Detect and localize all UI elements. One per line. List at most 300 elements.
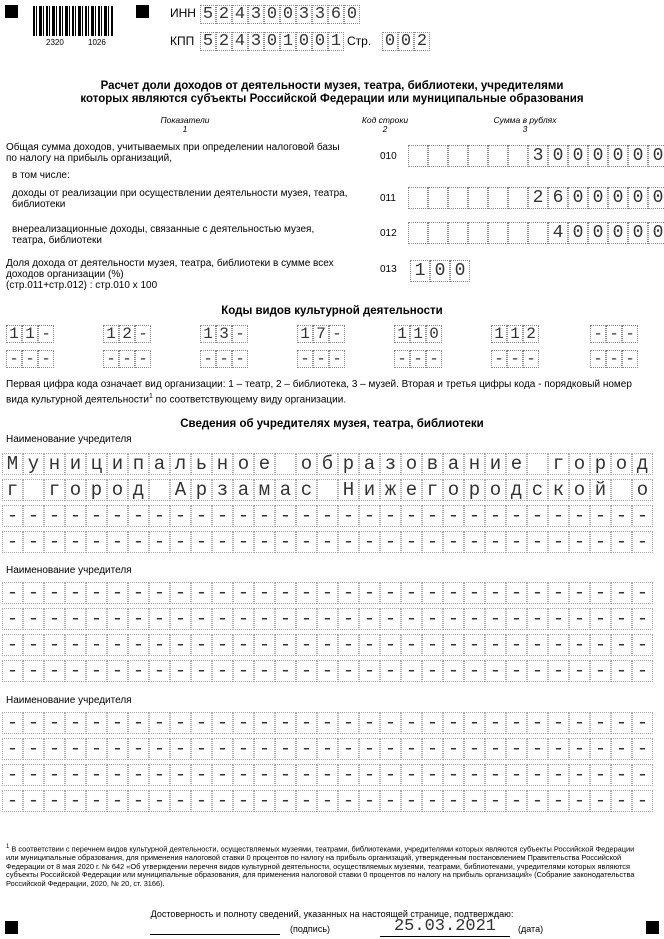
letter-cell: ц bbox=[86, 453, 107, 475]
letter-cell: - bbox=[569, 790, 590, 812]
letter-cell: - bbox=[233, 764, 254, 786]
founder-name-row bbox=[2, 634, 653, 656]
letter-cell: - bbox=[380, 608, 401, 630]
letter-cell: - bbox=[485, 790, 506, 812]
letter-cell: - bbox=[212, 790, 233, 812]
letter-cell: - bbox=[464, 531, 485, 553]
letter-cell: - bbox=[2, 738, 23, 760]
digit-cell: 6 bbox=[548, 187, 568, 209]
letter-cell: - bbox=[569, 660, 590, 682]
letter-cell: - bbox=[527, 660, 548, 682]
codes-note-line1: Первая цифра кода означает вид организации: 1 – театр, 2 – библиотека, 3 – музей. Вторая и третья цифры кода - порядковый номер bbox=[6, 379, 632, 390]
letter-cell: - bbox=[464, 764, 485, 786]
letter-cell: - bbox=[422, 505, 443, 527]
barcode-number-right: 1026 bbox=[88, 38, 106, 47]
letter-cell: - bbox=[317, 582, 338, 604]
code-cell: - bbox=[119, 350, 135, 368]
row011-code: 011 bbox=[380, 193, 396, 204]
letter-cell: - bbox=[65, 738, 86, 760]
letter-cell: - bbox=[212, 505, 233, 527]
letter-cell: о bbox=[485, 479, 506, 501]
letter-cell: - bbox=[296, 505, 317, 527]
letter-cell: - bbox=[65, 608, 86, 630]
letter-cell: ж bbox=[380, 479, 401, 501]
letter-cell: - bbox=[296, 790, 317, 812]
letter-cell: - bbox=[569, 582, 590, 604]
signature-line[interactable] bbox=[150, 934, 280, 935]
activity-code-field[interactable] bbox=[200, 350, 248, 368]
digit-cell: 0 bbox=[568, 222, 588, 244]
letter-cell: - bbox=[317, 712, 338, 734]
code-cell: - bbox=[606, 350, 622, 368]
digit-cell: 6 bbox=[328, 5, 344, 24]
letter-cell: - bbox=[2, 790, 23, 812]
digit-cell: 0 bbox=[312, 32, 328, 51]
row013-text-line1: Доля дохода от деятельности музея, театра, библиотеки в сумме всех bbox=[6, 258, 334, 269]
col1-number: 1 bbox=[182, 124, 188, 134]
row010-text-line1: Общая сумма доходов, учитываемых при определении налоговой базы bbox=[6, 142, 340, 153]
digit-cell: 1 bbox=[410, 260, 430, 282]
letter-cell: - bbox=[233, 660, 254, 682]
letter-cell: - bbox=[464, 738, 485, 760]
letter-cell: - bbox=[422, 660, 443, 682]
letter-cell: - bbox=[548, 660, 569, 682]
letter-cell: - bbox=[2, 634, 23, 656]
code-cell: - bbox=[606, 325, 622, 343]
letter-cell: - bbox=[107, 738, 128, 760]
letter-cell: - bbox=[254, 531, 275, 553]
letter-cell: - bbox=[275, 790, 296, 812]
letter-cell: - bbox=[191, 531, 212, 553]
letter-cell: - bbox=[611, 582, 632, 604]
section3-title: Сведения об учредителях музея, театра, библиотеки bbox=[180, 418, 484, 430]
letter-cell: - bbox=[233, 738, 254, 760]
date-field[interactable]: 25.03.2021 bbox=[380, 917, 510, 937]
letter-cell: - bbox=[149, 712, 170, 734]
letter-cell: о bbox=[107, 479, 128, 501]
letter-cell: - bbox=[128, 764, 149, 786]
letter-cell: - bbox=[632, 582, 653, 604]
letter-cell bbox=[23, 479, 44, 501]
letter-cell: - bbox=[485, 660, 506, 682]
letter-cell: - bbox=[359, 738, 380, 760]
code-cell: - bbox=[523, 350, 539, 368]
digit-cell: 0 bbox=[382, 32, 398, 51]
letter-cell: - bbox=[107, 634, 128, 656]
letter-cell: - bbox=[233, 582, 254, 604]
code-cell: 3 bbox=[216, 325, 232, 343]
founder-name-row bbox=[2, 453, 653, 475]
code-cell: - bbox=[507, 350, 523, 368]
col2-number: 2 bbox=[382, 124, 388, 134]
letter-cell: а bbox=[275, 479, 296, 501]
letter-cell: - bbox=[107, 531, 128, 553]
activity-code-field[interactable] bbox=[103, 350, 151, 368]
digit-cell: 0 bbox=[588, 187, 608, 209]
letter-cell: - bbox=[380, 531, 401, 553]
activity-code-field[interactable] bbox=[297, 325, 345, 343]
digit-cell: 0 bbox=[280, 5, 296, 24]
code-cell: 1 bbox=[200, 325, 216, 343]
code-cell: 1 bbox=[491, 325, 507, 343]
letter-cell: - bbox=[359, 531, 380, 553]
letter-cell: - bbox=[170, 634, 191, 656]
letter-cell: м bbox=[254, 479, 275, 501]
letter-cell: - bbox=[527, 764, 548, 786]
letter-cell: - bbox=[107, 505, 128, 527]
letter-cell bbox=[275, 453, 296, 475]
activity-code-field[interactable] bbox=[590, 350, 638, 368]
letter-cell: - bbox=[86, 790, 107, 812]
letter-cell: - bbox=[149, 505, 170, 527]
letter-cell: - bbox=[2, 712, 23, 734]
digit-cell: 2 bbox=[528, 187, 548, 209]
letter-cell: - bbox=[128, 660, 149, 682]
letter-cell: - bbox=[149, 634, 170, 656]
letter-cell: - bbox=[212, 582, 233, 604]
digit-cell: 0 bbox=[398, 32, 414, 51]
letter-cell: - bbox=[569, 634, 590, 656]
code-cell: - bbox=[426, 350, 442, 368]
digit-cell: 0 bbox=[648, 187, 664, 209]
digit-cell: 0 bbox=[568, 145, 588, 167]
letter-cell: - bbox=[611, 790, 632, 812]
section2-title: Коды видов культурной деятельности bbox=[221, 305, 443, 317]
letter-cell: - bbox=[632, 738, 653, 760]
letter-cell: - bbox=[506, 608, 527, 630]
inn-field[interactable] bbox=[200, 5, 360, 24]
code-cell: - bbox=[6, 350, 22, 368]
letter-cell: - bbox=[632, 712, 653, 734]
letter-cell: - bbox=[149, 660, 170, 682]
digit-cell: 3 bbox=[312, 5, 328, 24]
letter-cell: а bbox=[359, 453, 380, 475]
letter-cell: - bbox=[212, 608, 233, 630]
letter-cell: - bbox=[86, 608, 107, 630]
letter-cell: - bbox=[359, 764, 380, 786]
activity-code-field[interactable] bbox=[491, 350, 539, 368]
letter-cell: - bbox=[191, 634, 212, 656]
letter-cell: - bbox=[485, 608, 506, 630]
row012-text-line1: внереализационные доходы, связанные с деятельностью музея, bbox=[12, 224, 315, 235]
code-cell: 1 bbox=[410, 325, 426, 343]
code-cell: 1 bbox=[297, 325, 313, 343]
letter-cell: - bbox=[359, 608, 380, 630]
letter-cell: - bbox=[569, 608, 590, 630]
letter-cell: - bbox=[611, 738, 632, 760]
letter-cell: - bbox=[611, 531, 632, 553]
digit-cell: 2 bbox=[216, 32, 232, 51]
letter-cell: - bbox=[401, 790, 422, 812]
letter-cell: - bbox=[401, 505, 422, 527]
digit-cell: 0 bbox=[588, 222, 608, 244]
date-label: (дата) bbox=[518, 924, 544, 934]
letter-cell: ь bbox=[191, 453, 212, 475]
inn-label: ИНН bbox=[170, 6, 196, 20]
letter-cell: е bbox=[401, 479, 422, 501]
letter-cell: - bbox=[317, 531, 338, 553]
letter-cell: - bbox=[44, 634, 65, 656]
founder-name-row bbox=[2, 479, 653, 501]
letter-cell: - bbox=[338, 634, 359, 656]
digit-cell bbox=[428, 145, 448, 167]
footnote: $^1$ В соответствии с перечнем видов культурной деятельности, осуществляемых музеями, театрами, библиотеками, учредителями которых являются субъекты Российской Федерации или муниципальные образования, для применения налоговой ставки 0 процентов по налогу на прибыль организаций, утвержденным постановлением Правительства Российской Федерации от 8 мая 2020 г. № 642 «Об утверждении перечня видов культурной деятельности, осуществляемых музеями, театрами, библиотеками, учредителями которых являются субъекты Российской Федерации или муниципальные образования, для применения налоговой ставки 0 процентов по налогу на прибыль организаций» (Собрание законодательства Российской Федерации, 2020, № 20, ст. 3166). bbox=[6, 844, 635, 888]
row013-text-line2: доходов организации (%) bbox=[6, 269, 124, 280]
letter-cell: - bbox=[44, 712, 65, 734]
letter-cell: - bbox=[107, 712, 128, 734]
founder-name-row bbox=[2, 505, 653, 527]
letter-cell: л bbox=[170, 453, 191, 475]
letter-cell: - bbox=[380, 738, 401, 760]
digit-cell: 0 bbox=[648, 222, 664, 244]
col1-header: Показатели bbox=[160, 115, 210, 125]
activity-code-field[interactable] bbox=[297, 350, 345, 368]
letter-cell: - bbox=[548, 790, 569, 812]
letter-cell: - bbox=[233, 790, 254, 812]
code-cell: 1 bbox=[6, 325, 22, 343]
letter-cell: - bbox=[338, 582, 359, 604]
letter-cell: а bbox=[443, 453, 464, 475]
letter-cell: - bbox=[443, 634, 464, 656]
letter-cell: у bbox=[23, 453, 44, 475]
letter-cell: - bbox=[548, 608, 569, 630]
barcode bbox=[33, 6, 113, 36]
letter-cell: - bbox=[527, 505, 548, 527]
letter-cell: - bbox=[107, 660, 128, 682]
activity-code-field[interactable] bbox=[200, 325, 248, 343]
letter-cell bbox=[317, 479, 338, 501]
letter-cell: - bbox=[128, 634, 149, 656]
digit-cell bbox=[408, 187, 428, 209]
letter-cell: - bbox=[191, 660, 212, 682]
digit-cell: 0 bbox=[628, 187, 648, 209]
letter-cell: - bbox=[191, 790, 212, 812]
code-cell: - bbox=[590, 325, 606, 343]
letter-cell: - bbox=[107, 790, 128, 812]
letter-cell: - bbox=[506, 505, 527, 527]
letter-cell: - bbox=[254, 634, 275, 656]
letter-cell: - bbox=[506, 790, 527, 812]
letter-cell: - bbox=[2, 505, 23, 527]
letter-cell: - bbox=[2, 531, 23, 553]
letter-cell: - bbox=[23, 660, 44, 682]
letter-cell: - bbox=[275, 608, 296, 630]
corner-marker-top-right bbox=[136, 5, 149, 18]
letter-cell: - bbox=[464, 712, 485, 734]
letter-cell: - bbox=[275, 505, 296, 527]
row011-amount-field[interactable] bbox=[408, 187, 664, 209]
letter-cell: - bbox=[23, 790, 44, 812]
letter-cell: - bbox=[464, 790, 485, 812]
digit-cell: 3 bbox=[248, 32, 264, 51]
letter-cell: - bbox=[590, 764, 611, 786]
code-cell: - bbox=[313, 350, 329, 368]
activity-code-field[interactable] bbox=[394, 325, 442, 343]
section1-title-line1: Расчет доли доходов от деятельности музея, театра, библиотеки, учредителями bbox=[100, 80, 564, 92]
row012-amount-field[interactable] bbox=[408, 222, 664, 244]
activity-code-field[interactable] bbox=[590, 325, 638, 343]
letter-cell: - bbox=[590, 608, 611, 630]
col3-header: Сумма в рублях bbox=[493, 115, 557, 125]
letter-cell: - bbox=[632, 660, 653, 682]
letter-cell: о bbox=[401, 453, 422, 475]
activity-code-field[interactable] bbox=[491, 325, 539, 343]
letter-cell: н bbox=[464, 453, 485, 475]
letter-cell: - bbox=[401, 738, 422, 760]
digit-cell bbox=[528, 222, 548, 244]
code-cell: - bbox=[622, 325, 638, 343]
code-cell: 1 bbox=[394, 325, 410, 343]
digit-cell: 4 bbox=[232, 5, 248, 24]
digit-cell: 0 bbox=[568, 187, 588, 209]
letter-cell: г bbox=[422, 479, 443, 501]
row013-share-field[interactable] bbox=[410, 260, 470, 282]
letter-cell: - bbox=[464, 660, 485, 682]
letter-cell: - bbox=[527, 582, 548, 604]
letter-cell: - bbox=[65, 634, 86, 656]
letter-cell: - bbox=[275, 531, 296, 553]
letter-cell: г bbox=[2, 479, 23, 501]
letter-cell: - bbox=[317, 505, 338, 527]
letter-cell: - bbox=[506, 634, 527, 656]
code-cell: - bbox=[135, 350, 151, 368]
letter-cell: и bbox=[485, 453, 506, 475]
letter-cell: - bbox=[338, 712, 359, 734]
code-cell: 2 bbox=[523, 325, 539, 343]
digit-cell bbox=[468, 222, 488, 244]
letter-cell: г bbox=[548, 453, 569, 475]
activity-code-field[interactable] bbox=[394, 350, 442, 368]
letter-cell: - bbox=[506, 660, 527, 682]
letter-cell: - bbox=[2, 660, 23, 682]
kpp-field[interactable] bbox=[200, 32, 344, 51]
corner-marker-bottom-right bbox=[646, 921, 659, 934]
digit-cell: 0 bbox=[608, 222, 628, 244]
letter-cell: - bbox=[422, 608, 443, 630]
letter-cell: - bbox=[359, 505, 380, 527]
letter-cell: - bbox=[254, 582, 275, 604]
code-cell: - bbox=[394, 350, 410, 368]
page-number-field[interactable] bbox=[382, 32, 430, 51]
founder-name-row bbox=[2, 531, 653, 553]
code-cell: 7 bbox=[313, 325, 329, 343]
digit-cell: 0 bbox=[608, 187, 628, 209]
letter-cell: - bbox=[422, 582, 443, 604]
letter-cell: - bbox=[443, 712, 464, 734]
letter-cell: - bbox=[191, 764, 212, 786]
activity-code-field[interactable] bbox=[103, 325, 151, 343]
row010-amount-field[interactable] bbox=[408, 145, 664, 167]
founder-name-row bbox=[2, 582, 653, 604]
letter-cell: М bbox=[2, 453, 23, 475]
letter-cell: - bbox=[443, 790, 464, 812]
letter-cell: А bbox=[170, 479, 191, 501]
letter-cell: - bbox=[527, 738, 548, 760]
letter-cell: - bbox=[170, 738, 191, 760]
letter-cell: - bbox=[485, 634, 506, 656]
letter-cell: - bbox=[338, 790, 359, 812]
letter-cell: - bbox=[44, 764, 65, 786]
digit-cell bbox=[448, 222, 468, 244]
activity-code-field[interactable] bbox=[6, 325, 54, 343]
letter-cell: - bbox=[23, 712, 44, 734]
page-label: Стр. bbox=[347, 34, 372, 48]
letter-cell: - bbox=[548, 582, 569, 604]
activity-code-field[interactable] bbox=[6, 350, 54, 368]
letter-cell bbox=[611, 479, 632, 501]
letter-cell: - bbox=[128, 790, 149, 812]
letter-cell: о bbox=[296, 453, 317, 475]
row012-text-line2: театра, библиотеки bbox=[12, 235, 102, 246]
letter-cell: - bbox=[506, 738, 527, 760]
letter-cell: - bbox=[611, 608, 632, 630]
digit-cell: 3 bbox=[248, 5, 264, 24]
digit-cell: 5 bbox=[200, 5, 216, 24]
letter-cell: - bbox=[401, 660, 422, 682]
letter-cell: р bbox=[86, 479, 107, 501]
digit-cell: 0 bbox=[628, 222, 648, 244]
digit-cell: 0 bbox=[588, 145, 608, 167]
digit-cell: 0 bbox=[648, 145, 664, 167]
letter-cell: - bbox=[443, 531, 464, 553]
letter-cell: - bbox=[23, 505, 44, 527]
letter-cell: - bbox=[338, 738, 359, 760]
letter-cell: - bbox=[254, 660, 275, 682]
letter-cell: - bbox=[212, 712, 233, 734]
kpp-label: КПП bbox=[170, 34, 195, 48]
letter-cell: - bbox=[569, 505, 590, 527]
letter-cell: - bbox=[23, 608, 44, 630]
letter-cell: - bbox=[296, 582, 317, 604]
letter-cell: - bbox=[107, 608, 128, 630]
digit-cell: 1 bbox=[280, 32, 296, 51]
code-cell: 1 bbox=[103, 325, 119, 343]
letter-cell: - bbox=[569, 764, 590, 786]
letter-cell: - bbox=[611, 712, 632, 734]
digit-cell: 0 bbox=[264, 32, 280, 51]
letter-cell: б bbox=[317, 453, 338, 475]
letter-cell: - bbox=[401, 608, 422, 630]
letter-cell: - bbox=[569, 712, 590, 734]
letter-cell: - bbox=[296, 634, 317, 656]
letter-cell: - bbox=[338, 505, 359, 527]
letter-cell: - bbox=[275, 764, 296, 786]
digit-cell bbox=[468, 187, 488, 209]
letter-cell: - bbox=[317, 764, 338, 786]
letter-cell: - bbox=[590, 634, 611, 656]
letter-cell: - bbox=[443, 505, 464, 527]
code-cell: - bbox=[232, 350, 248, 368]
letter-cell: е bbox=[506, 453, 527, 475]
letter-cell: - bbox=[212, 738, 233, 760]
digit-cell: 4 bbox=[548, 222, 568, 244]
letter-cell: - bbox=[359, 660, 380, 682]
letter-cell: - bbox=[527, 634, 548, 656]
letter-cell: - bbox=[632, 505, 653, 527]
corner-marker-top-left bbox=[5, 5, 18, 18]
letter-cell: - bbox=[275, 712, 296, 734]
letter-cell: - bbox=[422, 531, 443, 553]
letter-cell: - bbox=[338, 531, 359, 553]
row011-text-line1: доходы от реализации при осуществлении деятельности музея, театра, bbox=[12, 188, 348, 199]
code-cell: - bbox=[38, 350, 54, 368]
letter-cell: - bbox=[191, 738, 212, 760]
letter-cell: - bbox=[485, 582, 506, 604]
digit-cell: 0 bbox=[264, 5, 280, 24]
letter-cell: - bbox=[128, 738, 149, 760]
letter-cell: - bbox=[254, 738, 275, 760]
letter-cell: - bbox=[170, 660, 191, 682]
